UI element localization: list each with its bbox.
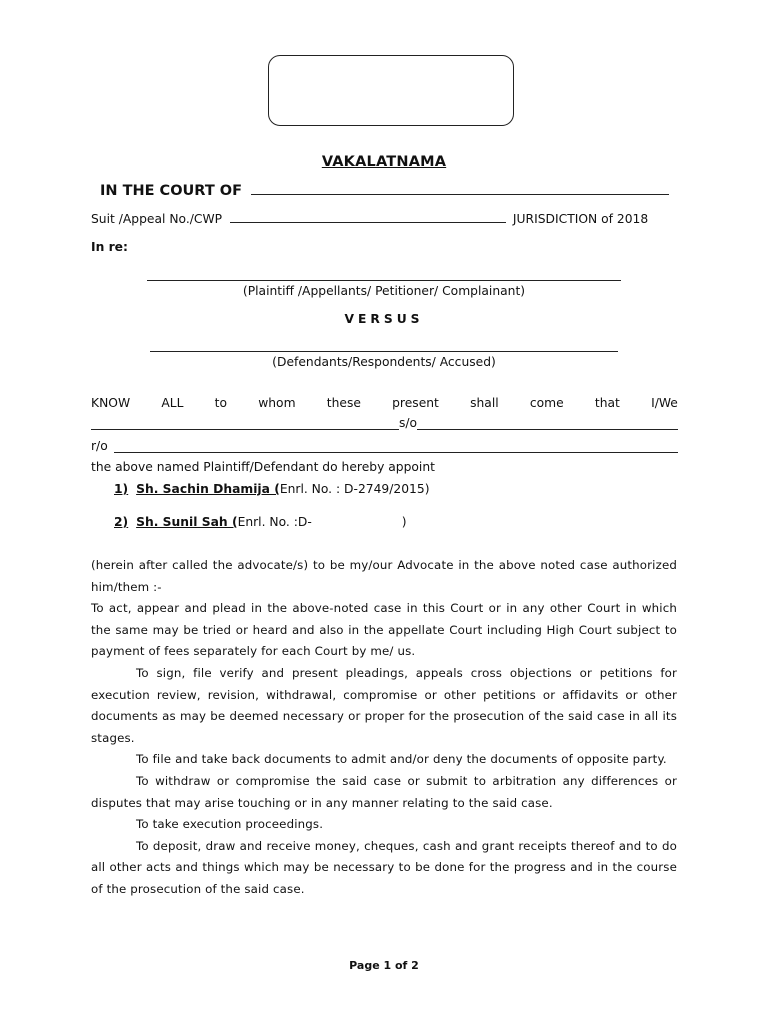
so-label: s/o — [399, 416, 418, 430]
court-blank-line — [251, 194, 669, 195]
advocate-enrolment: Enrl. No. : D-2749/2015) — [279, 482, 430, 496]
advocate-2 — [114, 515, 407, 529]
name-blank-line — [91, 416, 399, 430]
know-word: I/We — [651, 396, 678, 410]
know-word: ALL — [161, 396, 184, 410]
paragraph: To withdraw or compromise the said case or submit to arbitration any differences or disputes that may arise touching or in any manner relating to the said case. — [91, 773, 677, 810]
suit-blank-line — [230, 222, 506, 223]
know-word: to — [214, 396, 227, 410]
paragraph: To act, appear and plead in the above-noted case in this Court or in any other Court in which the same may be tried or heard and also in the appellate Court including High Court subject to payment of fees separately for each Court by me/ us. — [91, 601, 677, 659]
document-title: VAKALATNAMA — [321, 154, 447, 170]
paragraph: To deposit, draw and receive money, cheques, cash and grant receipts thereof and to do all other acts and things which may be necessary to be done for the progress and in the course of the prosecution of the said case. — [91, 838, 677, 896]
defendant-label: (Defendants/Respondents/ Accused) — [272, 355, 496, 369]
stamp-box — [268, 55, 514, 126]
advocate-name: Sh. Sunil Sah ( — [136, 515, 238, 529]
know-word: shall — [470, 396, 499, 410]
defendant-blank-line — [150, 351, 618, 352]
advocate-number: 1) — [114, 482, 129, 496]
appoint-text: the above named Plaintiff/Defendant do hereby appoint — [91, 460, 435, 474]
suit-label: Suit /Appeal No./CWP — [91, 212, 223, 226]
know-all-line — [91, 396, 678, 410]
court-row — [100, 183, 669, 199]
suit-row — [91, 212, 648, 226]
paragraph: To take execution proceedings. — [136, 817, 324, 832]
know-word: KNOW — [91, 396, 131, 410]
ro-label: r/o — [91, 439, 108, 453]
know-word: present — [392, 396, 439, 410]
advocate-close-paren: ) — [401, 515, 407, 529]
son-of-row — [91, 416, 678, 430]
plaintiff-blank-line — [147, 280, 621, 281]
paragraph: (herein after called the advocate/s) to be my/our Advocate in the above noted case authorized him/them :- — [91, 558, 677, 594]
know-word: come — [529, 396, 564, 410]
resident-of-row — [91, 439, 678, 453]
paragraph: To sign, file verify and present pleadings, appeals cross objections or petitions for execution review, revision, withdrawal, compromise or other petitions or affidavits or other documents as may be deemed necessary or proper for the prosecution of the said case in all its stages. — [91, 665, 677, 745]
know-word: that — [594, 396, 620, 410]
plaintiff-label: (Plaintiff /Appellants/ Petitioner/ Complainant) — [242, 284, 526, 298]
know-word: whom — [258, 396, 296, 410]
versus-heading: VERSUS — [344, 312, 424, 326]
know-word: these — [326, 396, 361, 410]
page-number: Page 1 of 2 — [349, 959, 419, 972]
address-blank-line — [114, 439, 678, 453]
in-re-label: In re: — [91, 240, 128, 254]
authority-clauses — [91, 555, 677, 901]
advocate-1 — [114, 482, 430, 496]
jurisdiction-label: JURISDICTION of 2018 — [512, 212, 649, 226]
father-name-blank-line — [417, 416, 678, 430]
advocate-name: Sh. Sachin Dhamija ( — [136, 482, 280, 496]
paragraph: To file and take back documents to admit and/or deny the documents of opposite party. — [136, 752, 667, 767]
advocate-enrolment: Enrl. No. :D- — [237, 515, 312, 529]
court-label: IN THE COURT OF — [100, 183, 242, 199]
advocate-number: 2) — [114, 515, 129, 529]
